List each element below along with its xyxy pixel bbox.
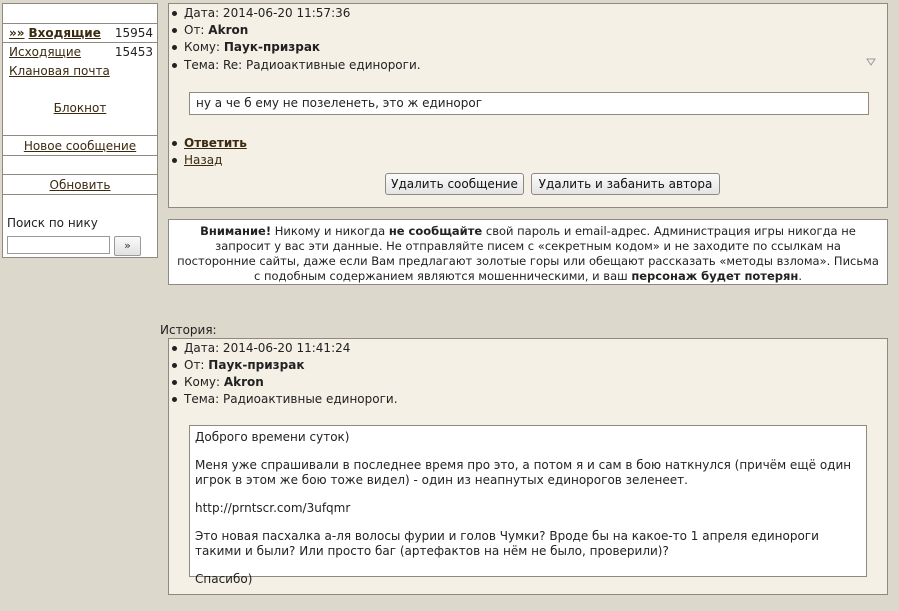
mail-sidebar [2,3,158,258]
delete-message-button[interactable]: Удалить сообщение [385,173,524,195]
sender-name: Akron [208,23,249,37]
history-from: От: Паук-призрак [184,358,305,372]
security-warning [168,219,888,285]
inbox-count: 15954 [114,26,153,40]
bullet [172,363,177,368]
recipient-name: Паук-призрак [223,40,321,54]
history-date: Дата: 2014-06-20 11:41:24 [184,341,351,355]
delete-ban-author-button[interactable]: Удалить и забанить автора [531,173,720,195]
bullet [172,28,177,33]
refresh-link[interactable]: Обновить [49,178,111,192]
notepad-link[interactable]: Блокнот [53,101,107,115]
message-body: ну а че б ему не позеленеть, это ж единорог [189,92,869,115]
body-paragraph: Меня уже спрашивали в последнее время про это, а потом я и сам в бою наткнулся (причём ещё один игрок в этом же бою тоже видел) - один из неапнутых единорогов зеленеет. [195,458,852,487]
history-label: История: [160,323,217,337]
inbox-arrows: »» [9,26,25,40]
bullet [172,158,177,163]
outbox-link[interactable]: Исходящие [9,45,82,59]
inbox-link[interactable] [9,26,101,40]
body-paragraph: Доброго времени суток) [195,430,350,444]
divider [3,23,157,24]
message-subject: Тема: Re: Радиоактивные единороги. [184,58,421,72]
message-date: Дата: 2014-06-20 11:57:36 [184,6,351,20]
message-to: Кому: Паук-призрак [184,40,321,54]
message-panel [168,3,888,208]
divider [3,174,157,175]
divider [3,194,157,195]
bullet [172,397,177,402]
history-message-body [189,425,867,586]
bullet [172,11,177,16]
body-paragraph: Спасибо) [195,572,253,586]
history-to: Кому: Akron [184,375,264,389]
history-sender-name: Паук-призрак [208,358,305,372]
bullet [172,45,177,50]
inbox-label: Входящие [28,26,101,40]
bullet [172,141,177,146]
search-label: Поиск по нику [7,216,98,230]
nick-search-input[interactable] [7,236,110,254]
divider [3,135,157,136]
history-panel [168,338,888,595]
bullet [172,380,177,385]
message-from: От: Akron [184,23,249,37]
divider [3,155,157,156]
search-button[interactable]: » [114,236,141,256]
outbox-count: 15453 [114,45,153,59]
history-subject: Тема: Радиоактивные единороги. [184,392,398,406]
reply-link[interactable]: Ответить [184,136,247,150]
body-paragraph: Это новая пасхалка а-ля волосы фурии и голов Чумки? Вроде бы на какое-то 1 апреля единороги такими и были? Или просто баг (артефактов на нём не было, проверили)? [195,529,819,558]
new-message-link[interactable]: Новое сообщение [23,139,137,153]
warning-text: Внимание! Никому и никогда не сообщайте свой пароль и email-адрес. Администрация игры никогда не запросит у вас эти данные. Не отправляйте писем с «секретным кодом» и не заходите по ссылкам на посторонние сайты, даже если Вам предлагают золотые горы или обещают рассказать «методы взлома». Письма с подобным содержанием являются мошенническими, и ваш персонаж будет потерян. [177,224,879,283]
history-recipient-name: Akron [223,375,264,389]
triangle-down-icon[interactable] [866,57,876,67]
back-link[interactable]: Назад [184,153,223,167]
clan-mail-link[interactable]: Клановая почта [9,64,110,78]
divider [3,42,157,43]
bullet [172,346,177,351]
bullet [172,63,177,68]
body-link-text: http://prntscr.com/3ufqmr [195,501,351,515]
